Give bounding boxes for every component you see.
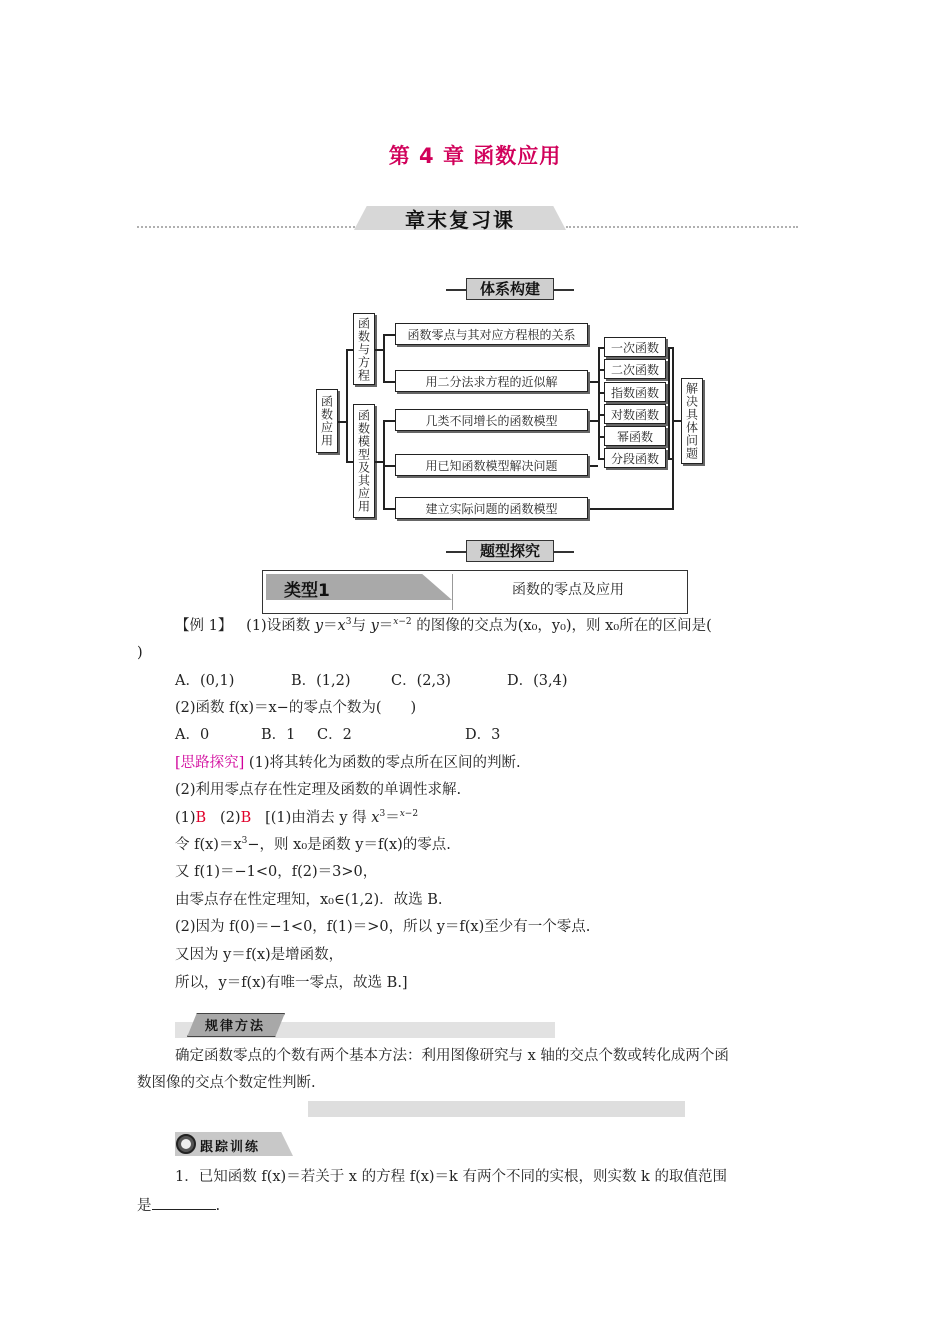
exercise-end: . [215, 1198, 221, 1214]
connector [383, 334, 385, 381]
diagram-function: 指数函数 [604, 382, 666, 402]
diagram-branch-model: 函数模型及其应用 [353, 404, 375, 518]
option-c[interactable]: C．(2,3) [391, 673, 451, 689]
example-tag: 【例 1】 [175, 618, 233, 634]
diagram-function: 幂函数 [604, 426, 666, 446]
answer-2-prefix: (2) [220, 810, 241, 826]
solution-6: 又因为 y＝f(x)是增函数， [175, 947, 344, 963]
question-2: (2)函数 f(x)＝x−的零点个数为( ) [175, 700, 417, 716]
section-banner: 章末复习课 [405, 208, 515, 232]
answer-1: B [195, 810, 207, 826]
connector [375, 461, 383, 463]
idea-text-1: (1)将其转化为函数的零点所在区间的判断. [244, 755, 521, 771]
diagram-item: 建立实际问题的函数模型 [395, 497, 588, 519]
solution-3: 又 f(1)＝−1<0，f(2)＝3>0， [175, 864, 378, 880]
idea-line-2: (2)利用零点存在性定理及函数的单调性求解. [175, 782, 462, 798]
connector [672, 347, 674, 508]
option-a[interactable]: A．(0,1) [175, 673, 235, 689]
idea-line-1 [175, 753, 521, 773]
track-header: 跟踪训练 [200, 1140, 261, 1155]
target-icon-center [181, 1139, 191, 1149]
connector [338, 421, 346, 423]
connector [383, 381, 395, 383]
diagram-result: 解决具体问题 [681, 378, 703, 464]
option-b[interactable]: B．(1,2) [291, 673, 351, 689]
question-1-text: (1)设函数 [246, 618, 311, 634]
diagram-function: 二次函数 [604, 359, 666, 379]
example-question-1 [175, 616, 712, 636]
connector [383, 420, 385, 508]
option-d[interactable]: D．(3,4) [507, 673, 568, 689]
option-b[interactable]: B．1 [261, 727, 296, 743]
system-header: 体系构建 [466, 278, 554, 300]
connector [375, 349, 383, 351]
diagram-item: 用二分法求方程的近似解 [395, 370, 588, 392]
solution-1: [(1)由消去 y 得 [265, 810, 367, 826]
option-d[interactable]: D．3 [465, 727, 501, 743]
banner-rule-right [566, 226, 798, 228]
connector [590, 508, 674, 510]
connector [598, 347, 600, 458]
connector [590, 465, 598, 467]
option-a[interactable]: A．0 [175, 727, 210, 743]
connector [672, 420, 681, 422]
exercise-line-2 [137, 1195, 220, 1216]
connector [346, 349, 353, 351]
connector [383, 465, 395, 467]
connector [383, 420, 395, 422]
diagram-item: 用已知函数模型解决问题 [395, 454, 588, 476]
chapter-title: 第 4 章 函数应用 [388, 144, 562, 168]
answer-line [175, 808, 418, 828]
connector [383, 334, 395, 336]
solution-2-a: 令 f(x)＝x [175, 837, 242, 853]
solution-2-b: −，则 x₀是函数 y＝f(x)的零点. [247, 837, 451, 853]
exercise-line-1: 1．已知函数 f(x)＝若关于 x 的方程 f(x)＝k 有两个不同的实根，则实数 k 的取值范围 [175, 1169, 727, 1185]
rule-text-1: 确定函数零点的个数有两个基本方法：利用图像研究与 x 轴的交点个数或转化成两个函 [175, 1048, 729, 1064]
rule-header: 规律方法 [204, 1019, 265, 1034]
explore-header: 题型探究 [466, 540, 554, 562]
diagram-item: 几类不同增长的函数模型 [395, 409, 588, 431]
type-label: 类型1 [284, 581, 330, 601]
diagram-root: 函数应用 [316, 389, 338, 453]
grey-bar [308, 1101, 685, 1117]
exercise-line-2-text: 是 [137, 1198, 152, 1214]
rule-text-2: 数图像的交点个数定性判断. [137, 1075, 316, 1091]
equation-1: $y=x^3$与 y＝$^{x-2}$ [314, 617, 412, 634]
question-1-tail: 的图像的交点为(x₀，y₀)，则 x₀所在的区间是( [416, 618, 712, 634]
diagram-function: 分段函数 [604, 448, 666, 468]
equation-2: $x^3=^{x-2}$ [371, 809, 419, 826]
question-1-close: ) [137, 645, 143, 661]
answer-blank[interactable] [152, 1195, 216, 1210]
option-c[interactable]: C．2 [317, 727, 352, 743]
answer-1-prefix: (1) [175, 810, 196, 826]
connector [668, 347, 670, 458]
type-topic: 函数的零点及应用 [512, 582, 624, 598]
diagram-function: 对数函数 [604, 404, 666, 424]
banner-rule-left [137, 226, 355, 228]
idea-tag: [思路探究] [175, 755, 245, 771]
diagram-function: 一次函数 [604, 337, 666, 357]
connector [590, 381, 598, 383]
diagram-branch-equation: 函数与方程 [353, 313, 375, 385]
solution-7: 所以，y＝f(x)有唯一零点，故选 B.] [175, 975, 408, 991]
solution-2: 令 $f(x)=x^3-$，则 x₀是函数 y＝f(x)的零点. [175, 836, 451, 853]
connector [346, 461, 353, 463]
solution-4: 由零点存在性定理知，x₀∈(1,2)．故选 B. [175, 892, 443, 908]
solution-5: (2)因为 f(0)＝−1<0，f(1)＝>0，所以 y＝f(x)至少有一个零点. [175, 919, 591, 935]
connector [383, 508, 395, 510]
answer-2: B [240, 810, 252, 826]
connector [590, 420, 598, 422]
diagram-item: 函数零点与其对应方程根的关系 [395, 323, 588, 345]
connector [346, 349, 348, 461]
